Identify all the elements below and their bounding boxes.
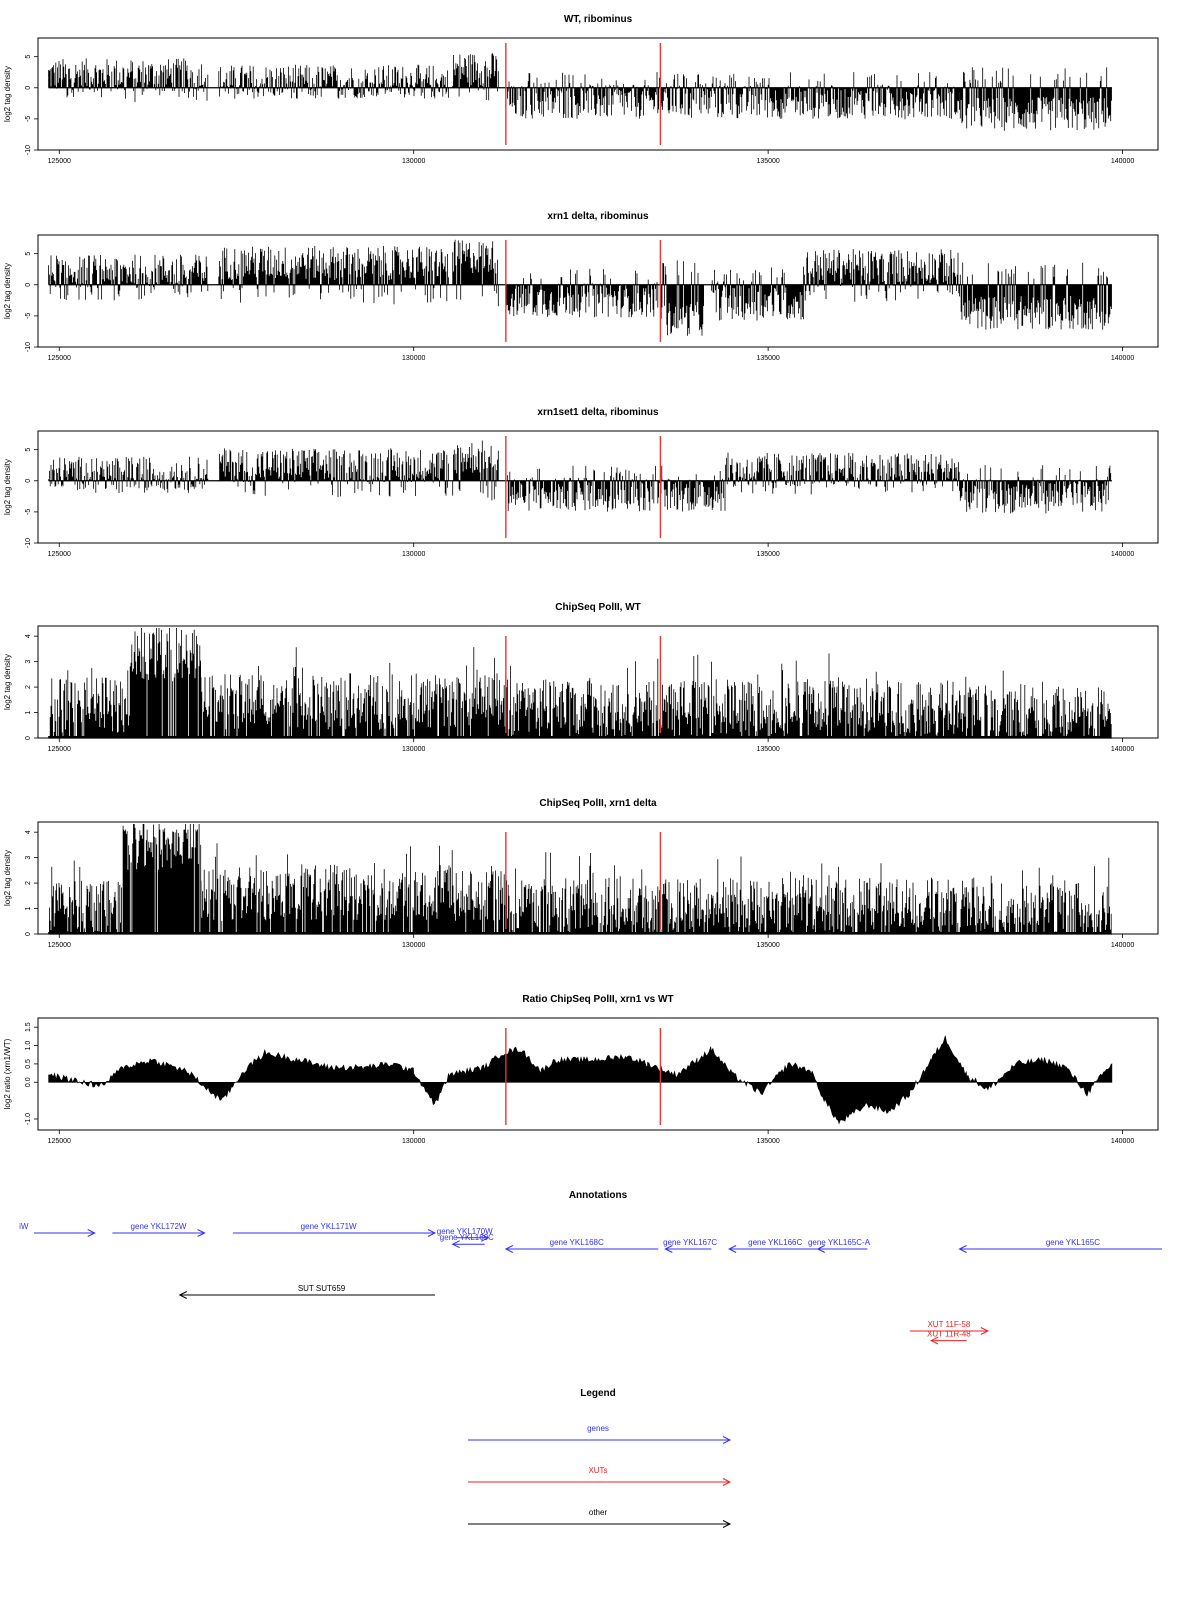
chart-panel-1 — [3, 14, 1158, 165]
x-tick-label: 125000 — [47, 355, 71, 362]
annotations-title: Annotations — [568, 1190, 628, 1201]
y-tick-label: 5 — [25, 54, 32, 59]
annotation-gene — [112, 1222, 204, 1237]
density-bars — [49, 240, 1112, 336]
chart-panel-5 — [3, 798, 1158, 949]
data-marks — [49, 1036, 1112, 1124]
annotation-label: gene YKL170W — [436, 1226, 493, 1236]
y-tick-label: 0 — [25, 282, 32, 287]
annotation-gene — [506, 1238, 658, 1253]
legend-item — [468, 1508, 730, 1528]
chart-title: ChipSeq PolII, WT — [555, 602, 641, 613]
y-tick-label: -10 — [25, 341, 32, 353]
data-marks — [49, 441, 1112, 514]
y-axis — [25, 448, 38, 548]
y-tick-label: 0.0 — [25, 1077, 32, 1088]
chart-panel-6 — [3, 994, 1158, 1145]
annotation-other — [180, 1284, 435, 1299]
x-tick-label: 125000 — [47, 942, 71, 949]
x-tick-label: 140000 — [1110, 551, 1135, 558]
annotation-gene — [960, 1238, 1162, 1253]
x-axis — [48, 738, 1135, 753]
annotation-label: gene YKL169C — [439, 1233, 494, 1243]
annotation-gene — [663, 1238, 717, 1253]
legend-title: Legend — [580, 1388, 616, 1399]
y-tick-label: 5 — [25, 447, 32, 452]
x-axis — [48, 543, 1135, 558]
chart-title: Ratio ChipSeq PolII, xrn1 vs WT — [522, 994, 674, 1005]
density-bars — [49, 628, 1112, 738]
x-tick-label: 135000 — [756, 746, 780, 753]
legend-panel — [468, 1388, 730, 1528]
y-axis-label: log2 ratio (xrn1/WT) — [3, 1038, 12, 1110]
legend-label: genes — [587, 1424, 609, 1433]
annotation-label: gene YKL166C — [748, 1238, 803, 1247]
x-tick-label: 135000 — [756, 942, 780, 949]
y-tick-label: 0 — [25, 736, 32, 740]
y-tick-label: -1.0 — [25, 1112, 32, 1126]
y-tick-label: 3 — [25, 855, 32, 860]
x-tick-label: 135000 — [756, 551, 780, 558]
x-tick-label: 130000 — [402, 158, 426, 165]
x-tick-label: 140000 — [1110, 746, 1135, 753]
annotation-label: XUT 11R-48 — [927, 1329, 971, 1339]
x-axis — [48, 150, 1135, 165]
annotation-xut — [927, 1330, 971, 1345]
y-axis — [25, 634, 38, 740]
y-axis-label: log2 tag density — [3, 262, 12, 320]
y-axis — [25, 252, 38, 352]
y-tick-label: 1.5 — [25, 1022, 32, 1033]
annotations-panel — [19, 1190, 1162, 1344]
density-bars — [49, 441, 1112, 514]
annotation-label: gene YKL167C — [663, 1238, 718, 1247]
data-marks — [49, 824, 1112, 934]
y-tick-label: 1 — [25, 906, 32, 911]
annotation-gene — [19, 1222, 95, 1237]
x-tick-label: 140000 — [1110, 355, 1135, 362]
annotation-gene — [233, 1222, 435, 1237]
y-tick-label: 0 — [25, 478, 32, 483]
chart-panel-2 — [3, 211, 1158, 362]
y-tick-label: -10 — [25, 144, 32, 156]
y-tick-label: -5 — [25, 115, 32, 123]
x-tick-label: 125000 — [47, 1138, 71, 1145]
data-marks — [49, 240, 1112, 336]
y-axis — [25, 55, 38, 155]
x-axis — [48, 934, 1135, 949]
y-tick-label: 2 — [25, 881, 32, 886]
chart-panel-3 — [3, 407, 1158, 558]
y-axis — [25, 1022, 38, 1125]
density-bars — [49, 824, 1112, 934]
y-axis-label: log2 tag density — [3, 458, 12, 516]
y-tick-label: 0 — [25, 85, 32, 90]
annotation-label: gene YKL172W — [130, 1222, 187, 1231]
y-tick-label: 4 — [25, 634, 32, 639]
chart-title: WT, ribominus — [563, 14, 633, 25]
y-tick-label: -10 — [25, 537, 32, 549]
annotation-label: gene YKL171W — [300, 1222, 357, 1231]
y-axis-label: log2 tag density — [3, 65, 12, 123]
annotation-gene — [729, 1238, 818, 1253]
chart-title: ChipSeq PolII, xrn1 delta — [539, 798, 657, 809]
x-tick-label: 140000 — [1110, 1138, 1135, 1145]
x-axis — [48, 347, 1135, 362]
chart-title: xrn1set1 delta, ribominus — [537, 407, 659, 418]
x-tick-label: 125000 — [47, 551, 71, 558]
x-tick-label: 125000 — [47, 158, 71, 165]
data-marks — [49, 628, 1112, 738]
x-tick-label: 130000 — [402, 942, 426, 949]
annotation-label: XUT 11F-58 — [927, 1320, 971, 1329]
y-tick-label: 5 — [25, 251, 32, 256]
y-tick-label: 1 — [25, 710, 32, 715]
ratio-area — [49, 1036, 1112, 1124]
annotation-label: iW — [19, 1222, 29, 1231]
y-tick-label: 2 — [25, 685, 32, 690]
legend-item — [468, 1466, 730, 1486]
y-tick-label: -5 — [25, 312, 32, 320]
density-bars — [49, 53, 1112, 131]
x-tick-label: 130000 — [402, 355, 426, 362]
x-tick-label: 140000 — [1110, 942, 1135, 949]
annotation-label: gene YKL165C — [1045, 1238, 1100, 1247]
y-tick-label: 4 — [25, 830, 32, 835]
y-tick-label: 0.5 — [25, 1059, 32, 1069]
x-tick-label: 130000 — [402, 746, 426, 753]
y-tick-label: 3 — [25, 659, 32, 664]
y-axis-label: log2 tag density — [3, 653, 12, 711]
y-tick-label: -5 — [25, 508, 33, 516]
legend-item — [468, 1424, 730, 1444]
legend-label: XUTs — [588, 1466, 608, 1475]
x-tick-label: 130000 — [402, 551, 426, 558]
x-tick-label: 125000 — [47, 746, 71, 753]
data-marks — [49, 53, 1112, 131]
x-tick-label: 135000 — [756, 158, 780, 165]
y-tick-label: 0 — [25, 932, 32, 936]
annotation-label: gene YKL165C-A — [807, 1238, 871, 1247]
y-axis-label: log2 tag density — [3, 849, 12, 907]
annotation-gene — [440, 1233, 494, 1248]
annotation-gene — [808, 1238, 871, 1253]
annotation-label: SUT SUT659 — [297, 1284, 346, 1293]
x-tick-label: 135000 — [756, 355, 780, 362]
annotation-label: gene YKL168C — [549, 1238, 604, 1247]
chart-title: xrn1 delta, ribominus — [547, 211, 649, 222]
legend-label: other — [588, 1508, 608, 1517]
y-tick-label: 1.0 — [25, 1040, 32, 1051]
x-axis — [48, 1130, 1135, 1145]
chart-panel-4 — [3, 602, 1158, 753]
y-axis — [25, 830, 38, 936]
x-tick-label: 140000 — [1110, 158, 1135, 165]
x-tick-label: 135000 — [756, 1138, 780, 1145]
x-tick-label: 130000 — [402, 1138, 426, 1145]
